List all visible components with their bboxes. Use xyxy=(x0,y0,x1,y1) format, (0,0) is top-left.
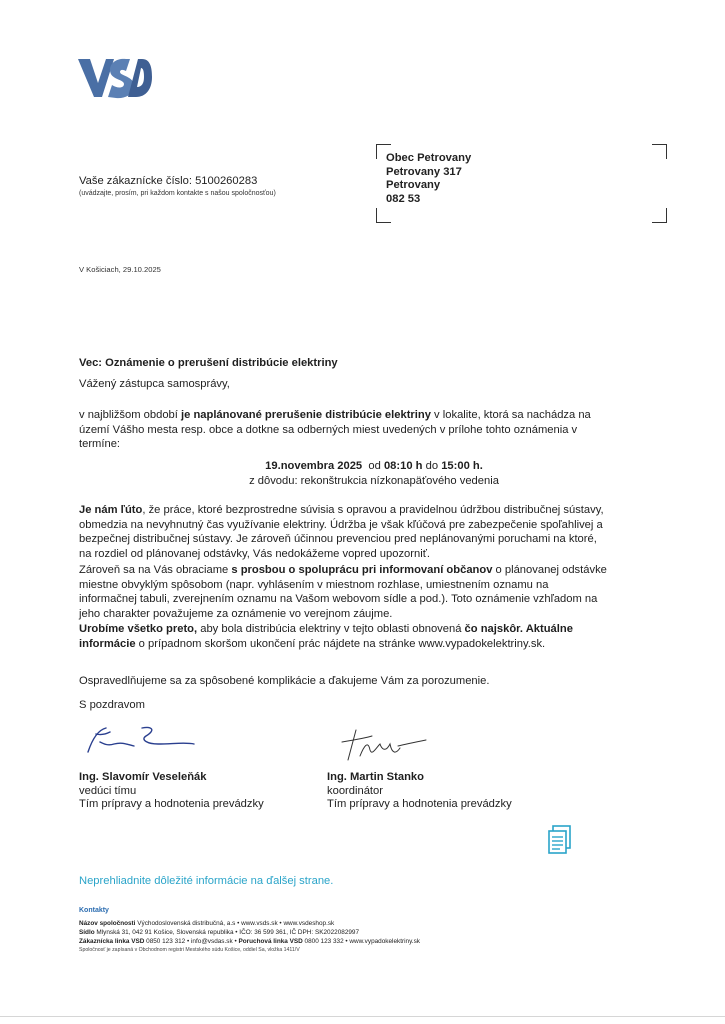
signature-1 xyxy=(82,722,197,762)
text: informačnej tabuli, zverejnením oznamu na Vašom webovom sídle a pod.). Toto oznámenie vzhľadom na xyxy=(79,593,598,606)
subject: Vec: Oznámenie o prerušení distribúcie elektriny xyxy=(79,357,338,369)
text: , že práce, ktoré bezprostredne súvisia s opravou a pravidelnou údržbou distribučnej sústavy, xyxy=(142,504,604,516)
footer-line-company xyxy=(79,920,334,928)
recipient-street: Petrovany 317 xyxy=(386,165,462,178)
recipient-zip: 082 53 xyxy=(386,192,421,205)
customer-number: Vaše zákaznícke číslo: 5100260283 xyxy=(79,175,258,187)
text: bezpečnej distribučnej sústavy. Je zároveň účinnou prevenciou pred neplánovanými poruchami na ktoré, xyxy=(79,533,597,546)
closing: S pozdravom xyxy=(79,699,145,711)
label: Zákaznícka linka VSD xyxy=(79,938,145,945)
recipient-address xyxy=(386,152,471,206)
emphasis: čo najskôr. Aktuálne xyxy=(464,623,573,635)
paragraph-1 xyxy=(79,408,669,452)
text: Východoslovenská distribučná, a.s • www.vsds.sk • www.vsdeshop.sk xyxy=(135,920,335,927)
documents-icon xyxy=(548,825,574,855)
footer-line-seat xyxy=(79,929,359,937)
place-date: V Košiciach, 29.10.2025 xyxy=(79,265,161,274)
contacts-title: Kontakty xyxy=(79,907,109,914)
text: o prípadnom skoršom ukončení prác nájdete na stránke www.vypadokelektriny.sk. xyxy=(135,637,546,650)
text: od xyxy=(368,460,381,472)
text: Zároveň sa na Vás obraciame xyxy=(79,564,232,576)
emphasis: s prosbou o spoluprácu pri informovaní občanov xyxy=(231,564,493,576)
outage-term xyxy=(79,459,669,488)
outage-from: 08:10 h xyxy=(383,460,423,472)
text: 0800 123 332 • www.vypadokelektriny.sk xyxy=(302,938,420,945)
emphasis: je naplánované prerušenie distribúcie elektriny xyxy=(181,409,431,421)
text: území Vášho mesta resp. obce a dotkne sa odberných miest uvedených v prílohe tohto oznámenia v xyxy=(79,423,578,436)
text: v najbližšom období xyxy=(79,409,181,421)
text: o plánovanej odstávke xyxy=(492,564,607,576)
signer-name: Ing. Martin Stanko xyxy=(327,771,424,783)
signer-2 xyxy=(327,771,512,812)
next-page-note: Neprehliadnite dôležité informácie na ďalšej strane. xyxy=(79,875,334,887)
outage-reason: z dôvodu: rekonštrukcia nízkonapäťového vedenia xyxy=(249,474,499,487)
outage-to: 15:00 h. xyxy=(441,460,483,472)
customer-number-note: (uvádzajte, prosím, pri každom kontakte s našou spoločnosťou) xyxy=(79,190,276,197)
vsd-logo xyxy=(78,57,152,99)
signer-name: Ing. Slavomír Veseleňák xyxy=(79,771,207,783)
address-window-corner xyxy=(652,208,667,223)
text: na rozdiel od plánovanej odstávky, Vás nedokážeme vopred upozorniť. xyxy=(79,547,431,560)
label: Sídlo xyxy=(79,929,95,936)
outage-date: 19.novembra 2025 xyxy=(265,460,363,472)
footer-registry: Spoločnosť je zapísaná v Obchodnom registri Mestského súdu Košice, oddiel Sa, vložka 1411/V xyxy=(79,947,300,953)
text: miestne obvyklým spôsobom (napr. vyhlásením v miestnom rozhlase, umiestnením oznamu na xyxy=(79,578,549,591)
signer-team: Tím prípravy a hodnotenia prevádzky xyxy=(79,798,264,811)
emphasis: Je nám ľúto xyxy=(79,504,143,516)
signer-team: Tím prípravy a hodnotenia prevádzky xyxy=(327,798,512,811)
recipient-name: Obec Petrovany xyxy=(386,152,472,164)
text: obmedzia na nevyhnutný čas využívanie elektriny. Údržba je však kľúčová pre zabezpečenie spoľahlivej a xyxy=(79,518,603,531)
text: termíne: xyxy=(79,438,121,451)
signer-1 xyxy=(79,771,264,812)
label: Názov spoločnosti xyxy=(79,920,136,927)
address-window-corner xyxy=(376,208,391,223)
divider xyxy=(0,1016,725,1017)
address-window-corner xyxy=(652,144,667,159)
text: Mlynská 31, 042 91 Košice, Slovenská republika • IČO: 36 599 361, IČ DPH: SK2022082997 xyxy=(94,929,360,936)
paragraph-2 xyxy=(79,503,669,561)
recipient-city: Petrovany xyxy=(386,179,441,191)
text: do xyxy=(425,460,439,472)
greeting: Vážený zástupca samosprávy, xyxy=(79,378,230,390)
text: v lokalite, ktorá sa nachádza na xyxy=(430,409,591,421)
footer-line-phones xyxy=(79,938,420,946)
signer-role: vedúci tímu xyxy=(79,784,137,797)
text: jeho charakter považujeme za oznámenie vo verejnom záujme. xyxy=(79,607,393,620)
signer-role: koordinátor xyxy=(327,784,383,797)
text: aby bola distribúcia elektriny v tejto oblasti obnovená xyxy=(197,623,465,635)
signature-2 xyxy=(338,726,430,764)
text: 0850 123 312 • info@vsdas.sk • xyxy=(144,938,239,945)
emphasis: informácie xyxy=(79,637,136,650)
emphasis: Urobíme všetko preto, xyxy=(79,623,198,635)
paragraph-4 xyxy=(79,622,669,651)
apology: Ospravedlňujeme sa za spôsobené komplikácie a ďakujeme Vám za porozumenie. xyxy=(79,675,490,687)
label: Poruchová linka VSD xyxy=(238,938,303,945)
paragraph-3 xyxy=(79,563,669,621)
